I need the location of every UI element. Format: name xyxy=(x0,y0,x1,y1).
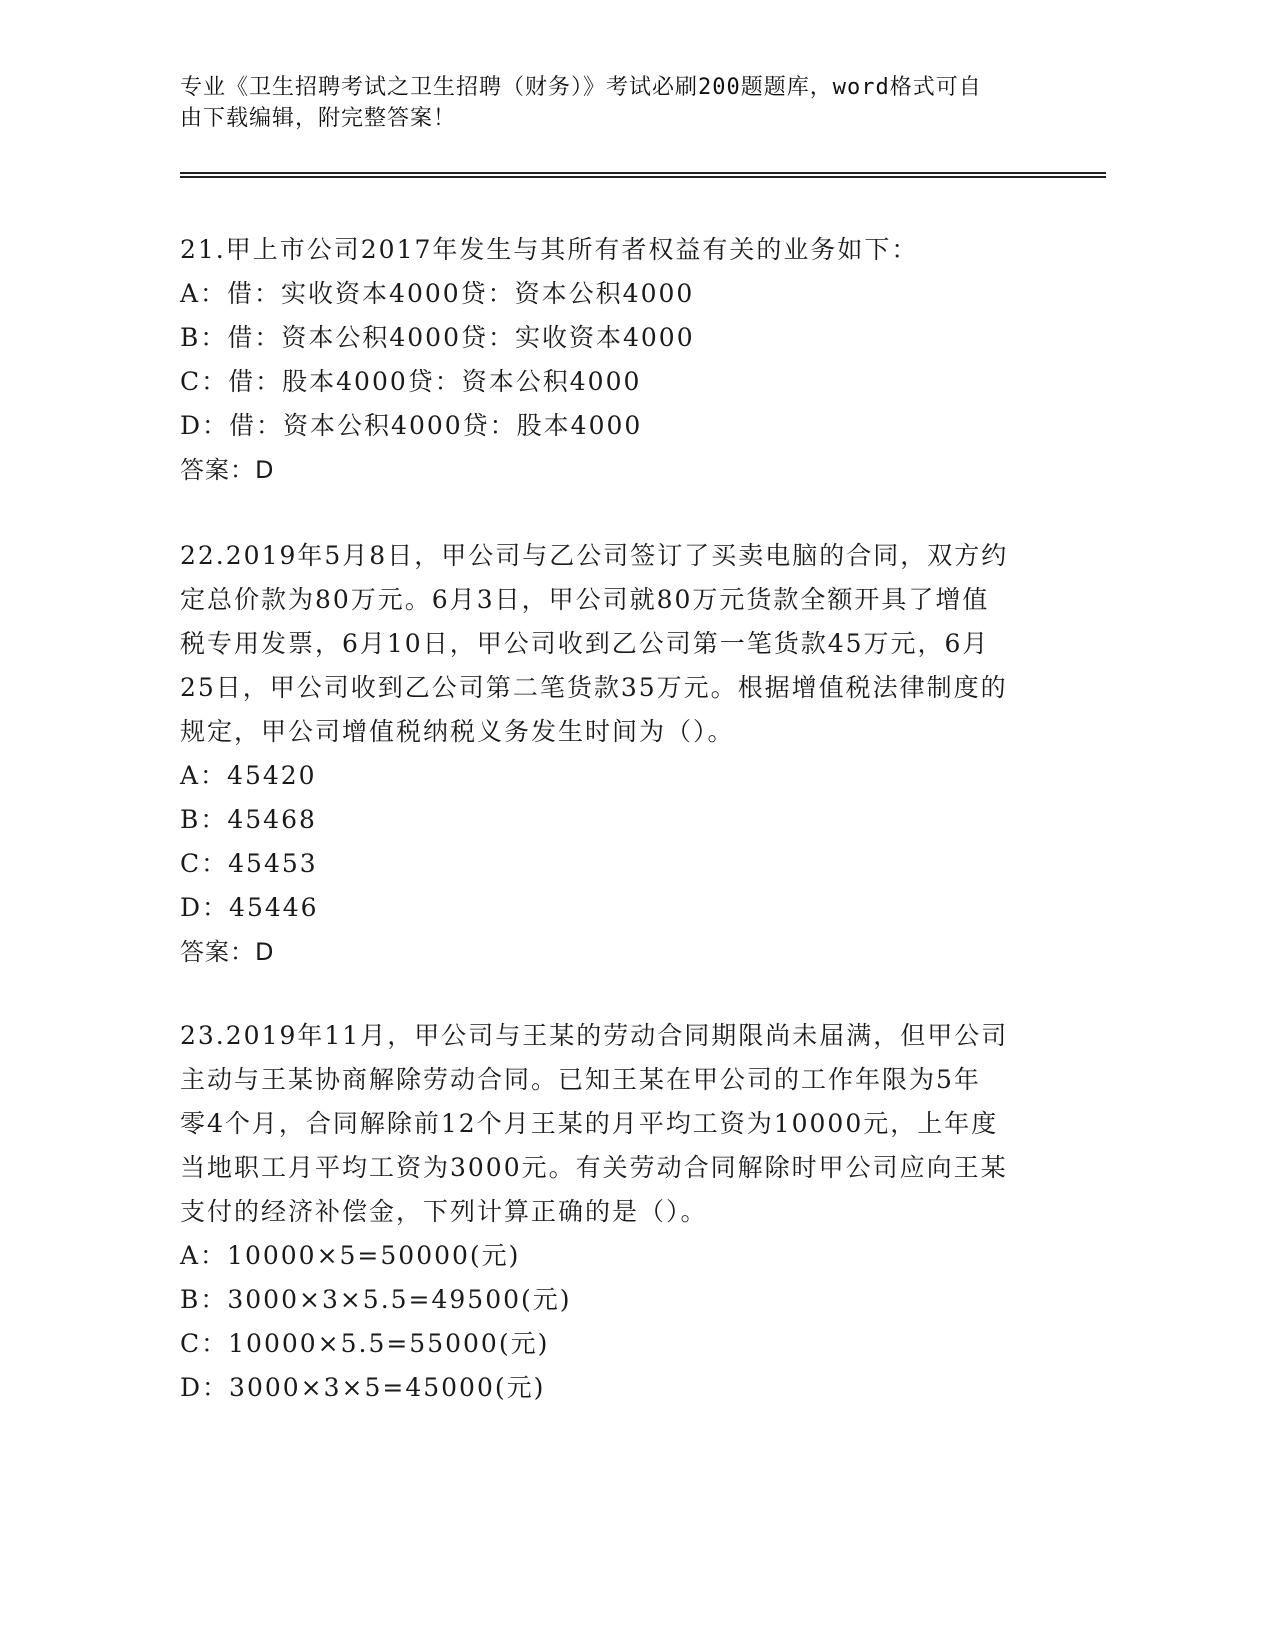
header-line-2: 由下载编辑，附完整答案！ xyxy=(180,106,457,131)
question-stem-line: 当地职工月平均工资为3000元。有关劳动合同解除时甲公司应向王某 xyxy=(180,1153,1008,1182)
question-stem-line: 23.2019年11月，甲公司与王某的劳动合同期限尚未届满，但甲公司 xyxy=(180,1021,1009,1050)
header-divider-top xyxy=(180,172,1106,174)
option-c: C：45453 xyxy=(180,849,318,878)
option-b: B：45468 xyxy=(180,805,317,834)
question-23 xyxy=(180,1014,1060,1410)
option-d: D：45446 xyxy=(180,893,319,922)
document-header xyxy=(180,72,1060,134)
header-line-1: 专业《卫生招聘考试之卫生招聘（财务）》考试必刷200题题库，word格式可自 xyxy=(180,75,982,100)
option-d: D：3000×3×5=45000(元) xyxy=(180,1373,546,1402)
option-b: B：3000×3×5.5=49500(元) xyxy=(180,1285,572,1314)
answer-label: 答案：D xyxy=(180,938,275,966)
option-a: A：借：实收资本4000贷：资本公积4000 xyxy=(180,279,695,308)
option-a: A：45420 xyxy=(180,761,317,790)
option-d: D：借：资本公积4000贷：股本4000 xyxy=(180,411,643,440)
question-stem-line: 税专用发票，6月10日，甲公司收到乙公司第一笔货款45万元，6月 xyxy=(180,629,990,658)
question-stem-line: 25日，甲公司收到乙公司第二笔货款35万元。根据增值税法律制度的 xyxy=(180,673,1008,702)
question-22 xyxy=(180,534,1060,974)
option-c: C：10000×5.5=55000(元) xyxy=(180,1329,550,1358)
header-divider-bottom xyxy=(180,176,1106,178)
question-21 xyxy=(180,228,1060,492)
question-stem-line: 定总价款为80万元。6月3日，甲公司就80万元货款全额开具了增值 xyxy=(180,585,990,614)
option-b: B：借：资本公积4000贷：实收资本4000 xyxy=(180,323,695,352)
question-stem-line: 21.甲上市公司2017年发生与其所有者权益有关的业务如下： xyxy=(180,235,919,264)
answer-label: 答案：D xyxy=(180,456,275,484)
question-stem-line: 22.2019年5月8日，甲公司与乙公司签订了买卖电脑的合同，双方约 xyxy=(180,541,1009,570)
question-stem-line: 规定，甲公司增值税纳税义务发生时间为（）。 xyxy=(180,717,735,746)
option-c: C：借：股本4000贷：资本公积4000 xyxy=(180,367,642,396)
question-stem-line: 支付的经济补偿金，下列计算正确的是（）。 xyxy=(180,1197,708,1226)
question-stem-line: 零4个月，合同解除前12个月王某的月平均工资为10000元，上年度 xyxy=(180,1109,999,1138)
question-stem-line: 主动与王某协商解除劳动合同。已知王某在甲公司的工作年限为5年 xyxy=(180,1065,981,1094)
option-a: A：10000×5=50000(元) xyxy=(180,1241,521,1270)
